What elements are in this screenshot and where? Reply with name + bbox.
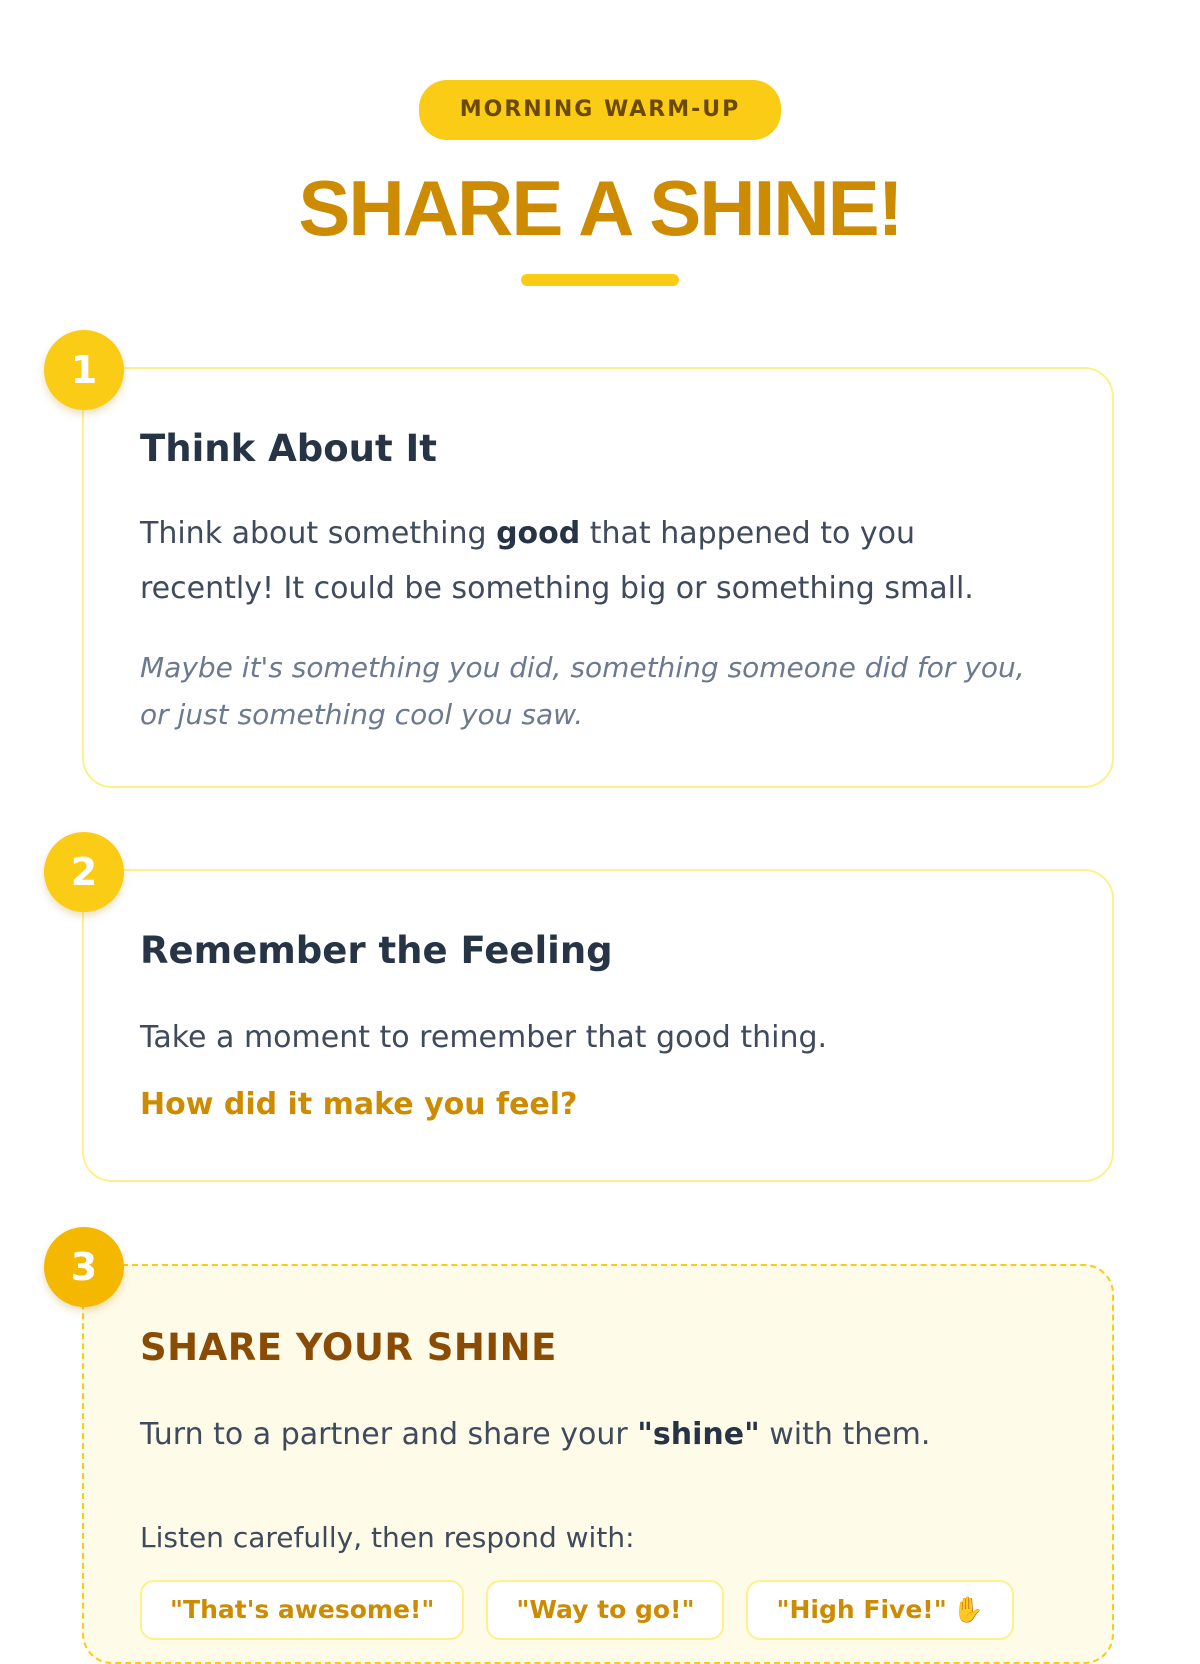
step-1-text — [140, 506, 1056, 616]
step-3-text — [140, 1407, 1056, 1462]
step-1-text-emphasis: good — [496, 516, 581, 551]
step-3-text-end: with them. — [759, 1417, 931, 1452]
step-1-text-start: Think about something — [140, 516, 497, 551]
step-1-note: Maybe it's something you did, something someone did for you, or just something cool you saw. — [140, 651, 1025, 731]
title-underline — [521, 274, 679, 286]
step-number-badge-3: 3 — [44, 1227, 124, 1307]
response-options — [140, 1580, 1056, 1640]
response-chip-label: "Way to go!" — [516, 1595, 695, 1624]
step-number-badge-2: 2 — [44, 832, 124, 912]
response-chip-way-to-go — [486, 1580, 724, 1640]
response-chip-thats-awesome — [140, 1580, 464, 1640]
header — [0, 80, 1200, 286]
step-3-text-start: Turn to a partner and share your — [140, 1417, 638, 1452]
step-2-question: How did it make you feel? — [140, 1087, 578, 1122]
step-card-1 — [82, 367, 1114, 788]
step-3-heading: SHARE YOUR SHINE — [140, 1326, 557, 1369]
response-chip-label: "That's awesome!" — [170, 1595, 435, 1624]
step-card-3 — [82, 1264, 1114, 1664]
step-3-listen-text: Listen carefully, then respond with: — [140, 1521, 635, 1554]
step-1-heading: Think About It — [140, 427, 437, 470]
step-1-text-end: that happened to you recently! It could be something big or something small. — [140, 516, 974, 606]
morning-warm-up-badge: MORNING WARM-UP — [419, 80, 782, 140]
response-chip-label: "High Five!" — [776, 1595, 947, 1624]
page-title: SHARE A SHINE! — [298, 164, 902, 252]
step-number-badge-1: 1 — [44, 330, 124, 410]
step-2-heading: Remember the Feeling — [140, 929, 613, 972]
response-chip-high-five — [746, 1580, 1013, 1640]
step-card-2 — [82, 869, 1114, 1182]
raised-hand-icon: ✋ — [952, 1595, 984, 1624]
step-3-text-emphasis: "shine" — [637, 1417, 760, 1452]
step-2-text: Take a moment to remember that good thing. — [140, 1020, 828, 1055]
